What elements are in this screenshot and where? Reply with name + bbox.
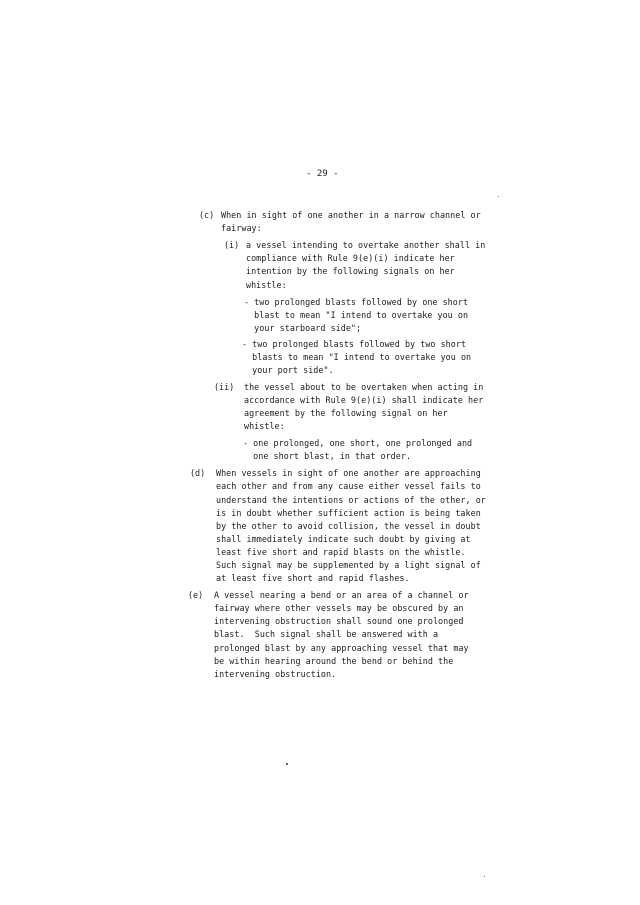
subsection-ii-line: accordance with Rule 9(e)(i) shall indicate her bbox=[244, 395, 484, 405]
section-d-line: When vessels in sight of one another are approaching bbox=[216, 468, 481, 478]
section-e-line: fairway where other vessels may be obscured by an bbox=[214, 603, 464, 613]
subsection-i-line: compliance with Rule 9(e)(i) indicate her bbox=[246, 253, 455, 263]
section-e-line: intervening obstruction. bbox=[214, 669, 337, 679]
section-d-line: understand the intentions or actions of the other, or bbox=[216, 495, 486, 505]
bullet-line: one short blast, in that order. bbox=[243, 451, 412, 461]
bullet-line: - two prolonged blasts followed by two short bbox=[242, 339, 467, 349]
section-d-line: is in doubt whether sufficient action is being taken bbox=[216, 508, 481, 518]
subsection-i-line: whistle: bbox=[246, 280, 287, 290]
section-e-line: prolonged blast by any approaching vessel that may bbox=[214, 643, 469, 653]
section-e-line: blast. Such signal shall be answered with a bbox=[214, 629, 439, 639]
bullet-line: blast to mean "I intend to overtake you on bbox=[244, 310, 469, 320]
section-e-line: A vessel nearing a bend or an area of a channel or bbox=[214, 590, 469, 600]
section-d-line: shall immediately indicate such doubt by giving at bbox=[216, 534, 471, 544]
section-c-line: fairway: bbox=[221, 223, 262, 233]
section-d-line: by the other to avoid collision, the vessel in doubt bbox=[216, 521, 481, 531]
scan-speck bbox=[498, 196, 499, 197]
subsection-ii-line: the vessel about to be overtaken when acting in bbox=[244, 382, 484, 392]
scan-speck bbox=[286, 763, 288, 765]
subsection-ii-line: agreement by the following signal on her bbox=[244, 408, 448, 418]
section-d-line: each other and from any cause either vessel fails to bbox=[216, 481, 481, 491]
section-e-label: (e) bbox=[188, 590, 204, 600]
bullet-line: blasts to mean "I intend to overtake you on bbox=[242, 352, 472, 362]
section-d-line: at least five short and rapid flashes. bbox=[216, 573, 410, 583]
bullet-line: your port side". bbox=[242, 365, 334, 375]
section-d-label: (d) bbox=[190, 468, 206, 478]
page-number: - 29 - bbox=[306, 169, 339, 179]
subsection-ii-line: whistle: bbox=[244, 421, 285, 431]
section-d-line: Such signal may be supplemented by a light signal of bbox=[216, 560, 481, 570]
section-c-line: When in sight of one another in a narrow channel or bbox=[221, 210, 481, 220]
bullet-line: - one prolonged, one short, one prolonged and bbox=[243, 438, 473, 448]
subsection-i-line: intention by the following signals on her bbox=[246, 266, 455, 276]
section-e-line: be within hearing around the bend or behind the bbox=[214, 656, 454, 666]
subsection-i-label: (i) bbox=[224, 240, 240, 250]
bullet-line: - two prolonged blasts followed by one short bbox=[244, 297, 469, 307]
section-c-label: (c) bbox=[199, 210, 215, 220]
section-e-line: intervening obstruction shall sound one prolonged bbox=[214, 616, 464, 626]
subsection-ii-label: (ii) bbox=[214, 382, 235, 392]
scan-speck bbox=[484, 876, 485, 877]
section-d-line: least five short and rapid blasts on the whistle. bbox=[216, 547, 466, 557]
bullet-line: your starboard side"; bbox=[244, 323, 362, 333]
subsection-i-line: a vessel intending to overtake another shall in bbox=[246, 240, 486, 250]
